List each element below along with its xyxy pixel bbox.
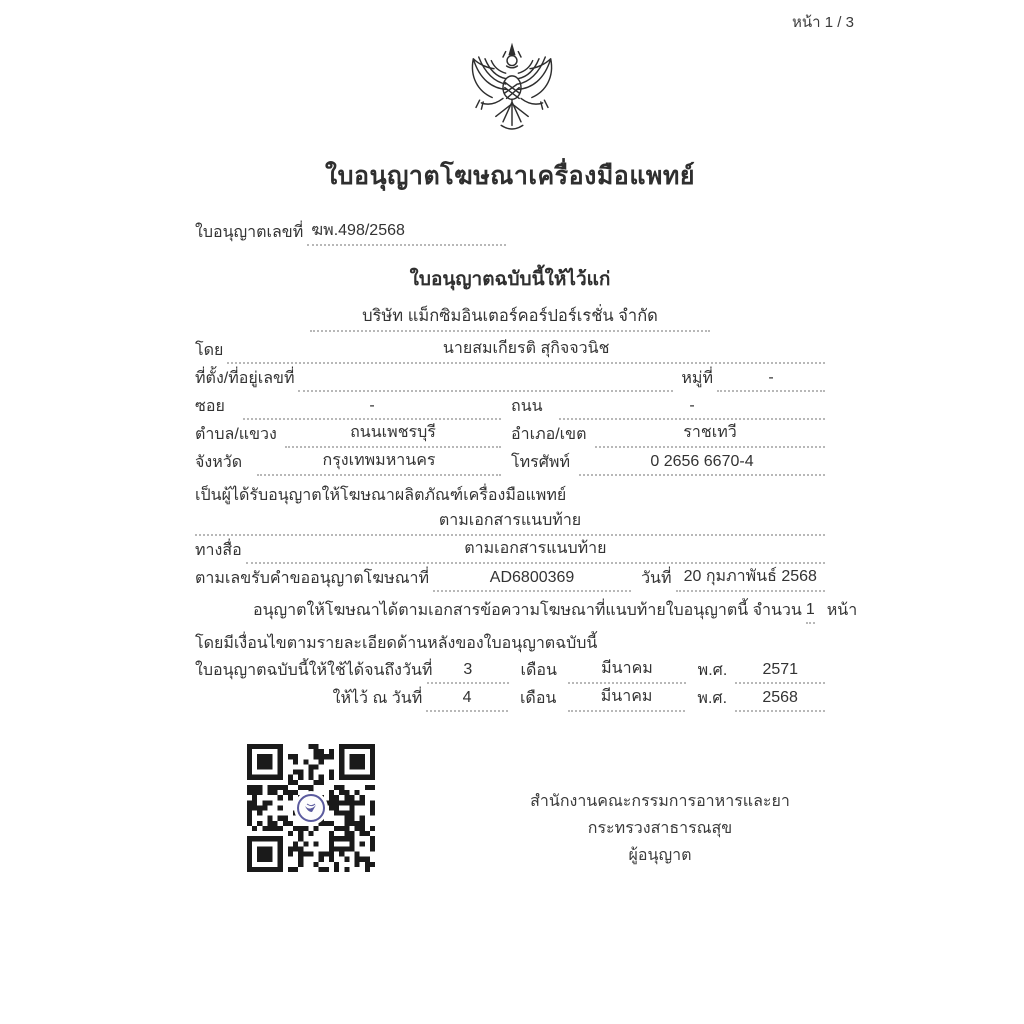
attachment-value: ตามเอกสารแนบท้าย [195,508,825,536]
issued-at-row [195,684,825,712]
road-value: - [559,397,825,420]
district-label: อำเภอ/เขต [511,426,587,443]
valid-era-label: พ.ศ. [697,662,728,679]
company-row [195,304,825,332]
media-value: ตามเอกสารแนบท้าย [246,536,825,564]
issued-era-label: พ.ศ. [697,690,728,707]
address-value [298,369,673,392]
license-number-value: ฆพ.498/2568 [307,218,506,246]
media-row [195,536,825,564]
application-no-value: AD6800369 [433,569,631,592]
approval-row [195,596,858,624]
signer-title: ผู้อนุญาต [628,847,692,864]
valid-until-day-value: 3 [427,661,509,684]
address-row [195,364,825,392]
license-number-label: ใบอนุญาตเลขที่ [195,224,304,241]
address-label: ที่ตั้ง/ที่อยู่เลขที่ [195,370,295,387]
subdistrict-district-row [195,420,825,448]
pages-unit-label: หน้า [826,602,858,619]
garuda-emblem-icon [449,36,575,155]
moo-label: หมู่ที่ [681,370,713,387]
pages-count-value: 1 [806,601,815,624]
by-name-value: นายสมเกียรติ สุกิจจวนิช [227,336,825,364]
valid-month-label: เดือน [520,662,557,679]
phone-value: 0 2656 6670-4 [579,453,825,476]
province-phone-row [195,448,825,476]
page-number: หน้า 1 / 3 [792,14,854,31]
issued-day-value: 4 [426,689,508,712]
application-date-label: วันที่ [641,570,672,587]
license-number-row [195,218,825,246]
signature-org-line2: กระทรวงสาธารณสุข [587,820,733,837]
subdistrict-label: ตำบล/แขวง [195,426,277,443]
attachment-row [195,508,825,536]
bottom-section [195,744,825,872]
district-value: ราชเทวี [595,420,825,448]
valid-until-month-value: มีนาคม [568,656,685,684]
by-label: โดย [195,342,224,359]
valid-until-year-value: 2571 [735,661,825,684]
document-title: ใบอนุญาตโฆษณาเครื่องมือแพทย์ [324,162,696,190]
moo-value: - [717,369,825,392]
license-form [195,156,858,872]
soi-value: - [243,397,501,420]
valid-until-row [195,656,825,684]
issued-at-label: ให้ไว้ ณ วันที่ [332,690,423,707]
signature-org-line1: สำนักงานคณะกรรมการอาหารและยา [530,793,790,810]
subdistrict-value: ถนนเพชรบุรี [285,420,501,448]
conditions-line: โดยมีเงื่อนไขตามรายละเอียดด้านหลังของใบอนุญาตฉบับนี้ [195,635,598,652]
issued-month-value: มีนาคม [568,684,686,712]
company-name: บริษัท แม็กซิมอินเตอร์คอร์ปอร์เรชั่น จำกัด [310,303,710,332]
soi-label: ซอย [195,398,225,415]
qr-code [247,744,375,872]
by-row [195,336,825,364]
media-label: ทางสื่อ [195,542,242,559]
province-label: จังหวัด [195,454,243,471]
signature-block [495,788,825,872]
fda-logo-icon [294,791,328,825]
province-value: กรุงเทพมหานคร [257,448,501,476]
application-row [195,564,825,592]
application-label: ตามเลขรับคำขออนุญาตโฆษณาที่ [195,570,430,587]
issued-year-value: 2568 [735,689,825,712]
grant-line: เป็นผู้ได้รับอนุญาตให้โฆษณาผลิตภัณฑ์เครื่องมือแพทย์ [195,487,567,504]
issued-to-heading: ใบอนุญาตฉบับนี้ให้ไว้แก่ [409,269,611,290]
road-label: ถนน [511,398,543,415]
application-date-value: 20 กุมภาพันธ์ 2568 [676,564,825,592]
soi-road-row [195,392,825,420]
issued-month-label: เดือน [519,690,557,707]
phone-label: โทรศัพท์ [511,454,570,471]
valid-until-label: ใบอนุญาตฉบับนี้ให้ใช้ได้จนถึงวันที่ [195,662,433,679]
approval-line: อนุญาตให้โฆษณาได้ตามเอกสารข้อความโฆษณาที่แนบท้ายใบอนุญาตนี้ จำนวน [253,602,802,619]
